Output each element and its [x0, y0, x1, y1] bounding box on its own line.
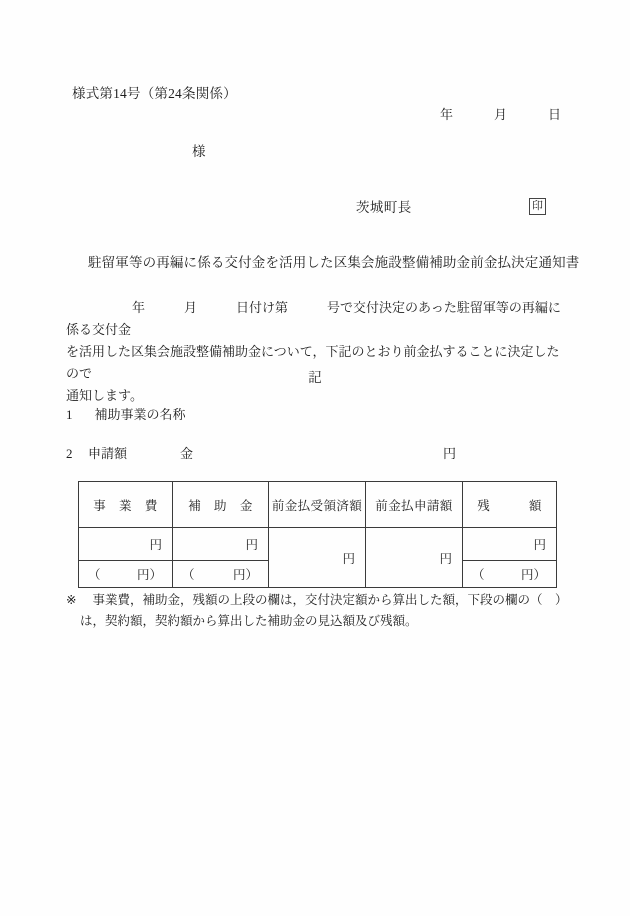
issuer-name: 茨城町長: [356, 200, 412, 215]
cell-jigyohi-lower-open: （: [88, 568, 101, 582]
amount-table: [78, 481, 557, 588]
footnote-line-2: [66, 611, 571, 632]
form-number: 様式第14号（第24条関係）: [72, 86, 237, 101]
cell-maekinbarai-juryozumi[interactable]: 円: [269, 528, 366, 588]
body-line-1-text: 年 月 日付け第 号で交付決定のあった駐留軍等の再編に係る交付金: [66, 300, 561, 337]
cell-hojokin-lower[interactable]: [173, 561, 269, 588]
cell-hojokin-lower-close: 円）: [232, 568, 258, 582]
item-1: [66, 404, 186, 423]
cell-zangaku-lower[interactable]: [463, 561, 557, 588]
footnote-line-1-text: 事業費，補助金，残額の上段の欄は，交付決定額から算出した額，下段の欄の（ ）: [92, 593, 568, 607]
footnote-line-2-text: は，契約額，契約額から算出した補助金の見込額及び残額。: [80, 614, 418, 628]
cell-jigyohi-upper[interactable]: 円: [79, 528, 173, 561]
footnote-marker: ※: [66, 593, 77, 607]
body-line-3: 通知します。: [66, 388, 143, 403]
cell-jigyohi-lower[interactable]: [79, 561, 173, 588]
item-2-label: 申請額: [88, 446, 128, 461]
table-row-upper: [79, 528, 557, 561]
cell-hojokin-lower-open: （: [182, 568, 195, 582]
cell-zangaku-lower-close: 円）: [520, 568, 546, 582]
body-line-1: [66, 297, 566, 341]
header-maekinbarai-juryozumi: 前金払受領済額: [269, 482, 366, 528]
cell-zangaku-upper[interactable]: 円: [463, 528, 557, 561]
footnote-line-1: [66, 590, 571, 611]
cell-maekinbarai-shinsei[interactable]: 円: [366, 528, 463, 588]
header-maekinbarai-shinsei: 前金払申請額: [366, 482, 463, 528]
document-title: 駐留軍等の再編に係る交付金を活用した区集会施設整備補助金前金払決定通知書: [88, 255, 580, 270]
item-1-label: 補助事業の名称: [94, 407, 186, 422]
ki-marker: 記: [308, 370, 322, 385]
seal-stamp-icon: 印: [529, 198, 546, 215]
item-2: [66, 443, 456, 462]
body-paragraph: [66, 297, 566, 407]
header-zangaku: 残 額: [463, 482, 557, 528]
cell-zangaku-lower-open: （: [472, 568, 485, 582]
body-line-2: を活用した区集会施設整備補助金について，下記のとおり前金払することに決定したので: [66, 344, 560, 381]
addressee-suffix: 様: [192, 144, 206, 159]
date-line: 年 月 日: [440, 107, 562, 122]
issuer-block: [356, 196, 546, 216]
item-2-number: 2: [66, 446, 73, 461]
table-header-row: [79, 482, 557, 528]
header-hojokin: 補 助 金: [173, 482, 269, 528]
cell-jigyohi-lower-close: 円）: [136, 568, 162, 582]
item-2-amount-suffix: 円: [442, 446, 456, 461]
footnote: [66, 590, 571, 632]
header-jigyohi: 事 業 費: [79, 482, 173, 528]
cell-hojokin-upper[interactable]: 円: [173, 528, 269, 561]
item-1-number: 1: [66, 407, 73, 422]
item-2-amount-prefix: 金: [180, 446, 194, 461]
